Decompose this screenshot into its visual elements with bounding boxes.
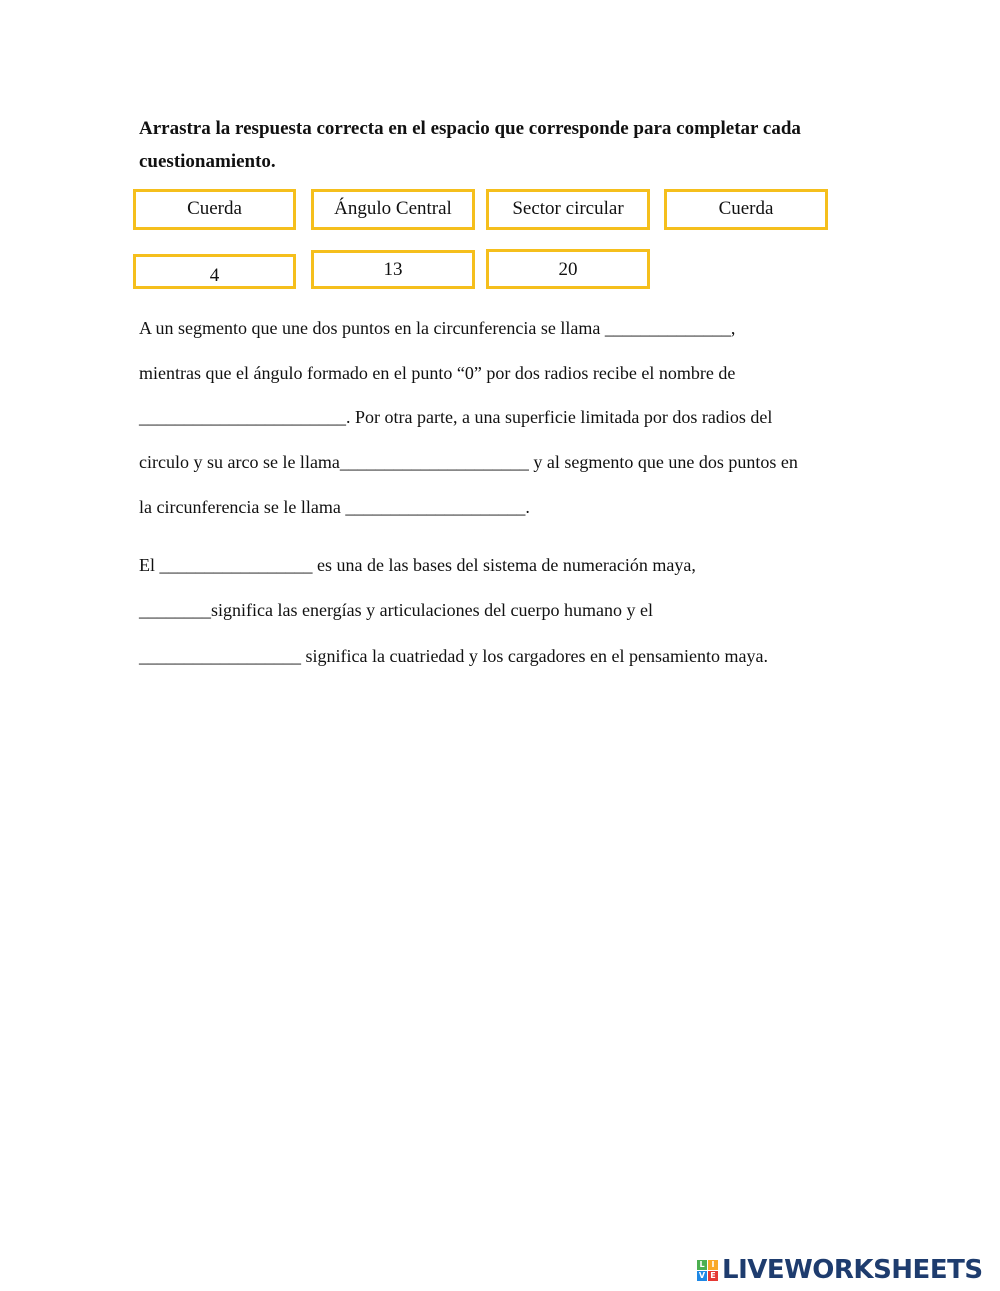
answer-chip-cuerda-2[interactable]: Cuerda <box>664 189 828 230</box>
logo-letter-l: L <box>697 1260 707 1270</box>
answer-chip-angulo-central[interactable]: Ángulo Central <box>311 189 475 230</box>
paragraph1-line-3: _______________________. Por otra parte, a una superficie limitada por dos radios del <box>139 407 773 427</box>
answer-chip-sector-circular[interactable]: Sector circular <box>486 189 650 230</box>
liveworksheets-logo-icon <box>697 1260 718 1281</box>
brand-name: LIVEWORKSHEETS <box>722 1255 983 1285</box>
paragraph2-line-1: El _________________ es una de las bases del sistema de numeración maya, <box>139 555 696 575</box>
paragraph1-line-2: mientras que el ángulo formado en el punto “0” por dos radios recibe el nombre de <box>139 363 736 383</box>
paragraph1-line-4: circulo y su arco se le llama_____________________ y al segmento que une dos puntos en <box>139 452 798 472</box>
answer-chip-13[interactable]: 13 <box>311 250 475 289</box>
logo-letter-e: E <box>708 1271 718 1281</box>
instructions-heading: Arrastra la respuesta correcta en el espacio que corresponde para completar cada cuestionamiento. <box>139 118 801 172</box>
paragraph1-line-5: la circunferencia se le llama ____________________. <box>139 497 530 517</box>
logo-letter-i: I <box>708 1260 718 1270</box>
answer-chip-cuerda-1[interactable]: Cuerda <box>133 189 296 230</box>
logo-letter-v: V <box>698 1270 706 1280</box>
answer-chip-20[interactable]: 20 <box>486 249 650 289</box>
paragraph2-line-3: __________________ significa la cuatriedad y los cargadores en el pensamiento maya. <box>139 646 768 666</box>
paragraph2-line-2: ________significa las energías y articulaciones del cuerpo humano y el <box>139 600 654 620</box>
paragraph1-line-1: A un segmento que une dos puntos en la circunferencia se llama ______________, <box>139 318 736 338</box>
answer-chip-4[interactable]: 4 <box>133 254 296 289</box>
liveworksheets-brand <box>697 1255 983 1285</box>
